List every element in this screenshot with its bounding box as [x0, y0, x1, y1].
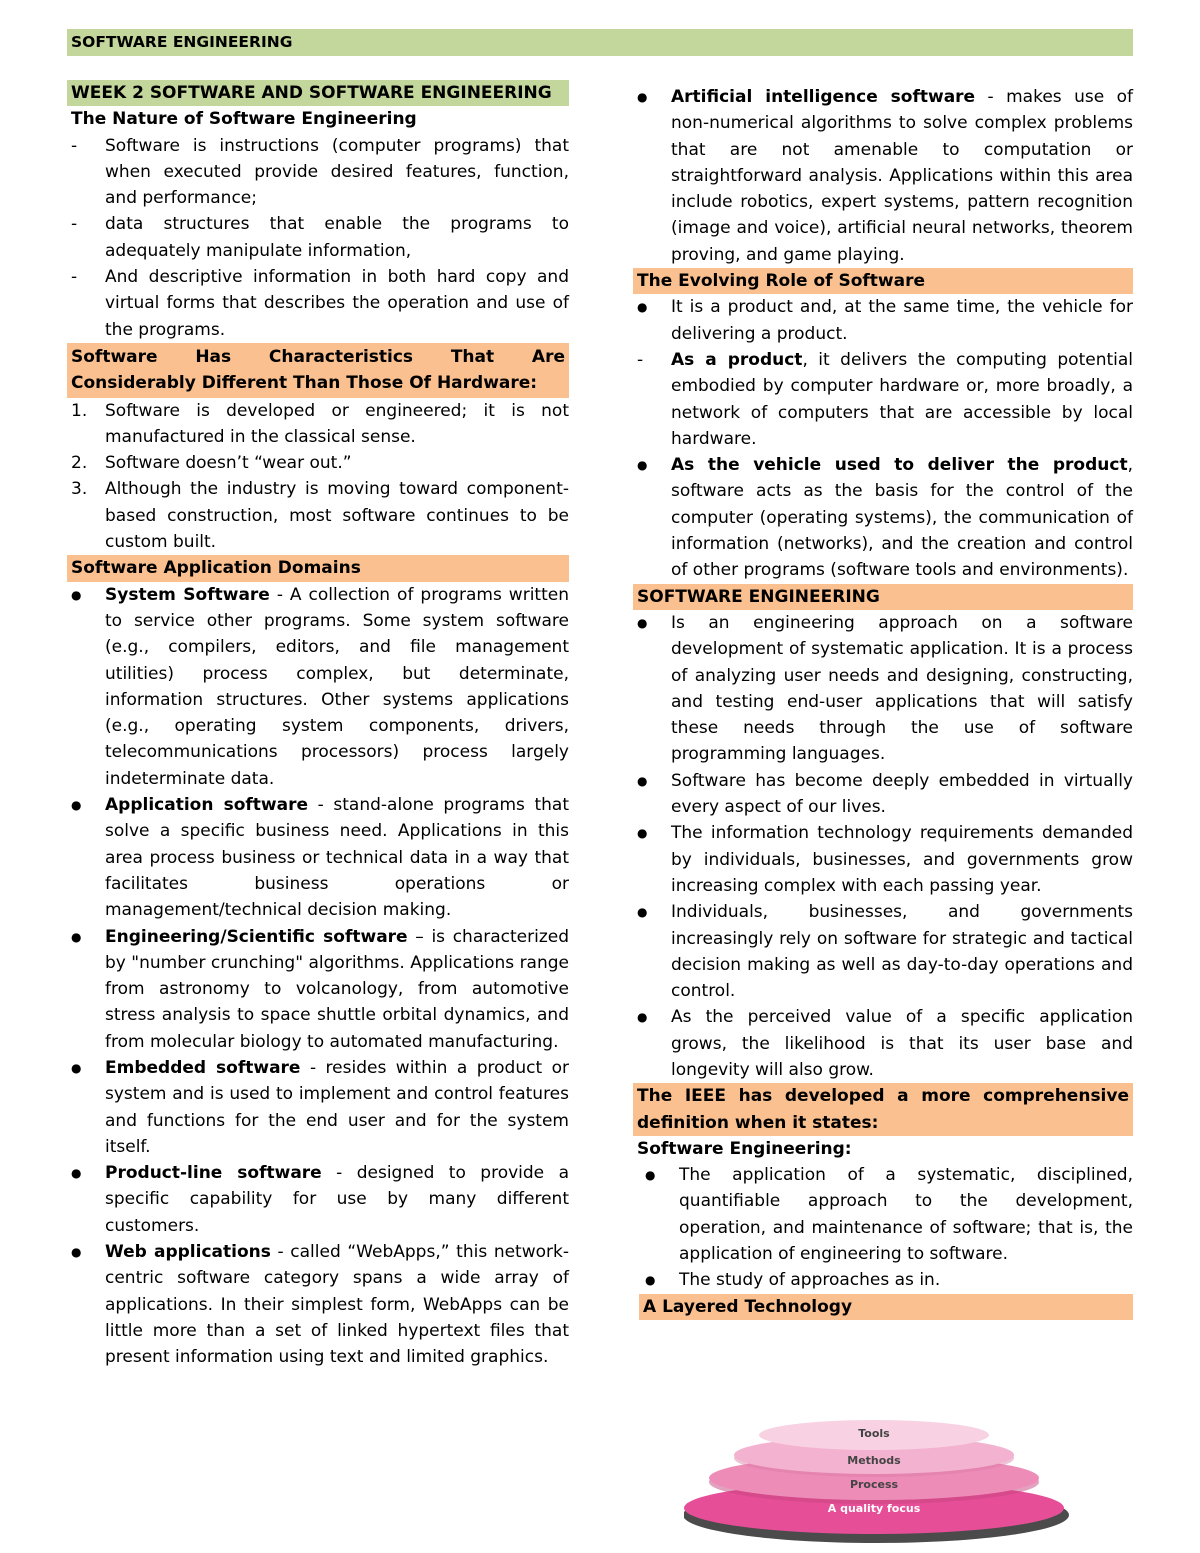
bullet-marker: ● — [71, 1166, 82, 1181]
evolving-heading: The Evolving Role of Software — [633, 268, 1133, 294]
list-item-text — [671, 452, 1133, 583]
list-item-text: Software has become deeply embedded in virtually every aspect of our lives. — [671, 770, 1133, 818]
number-marker: 2. — [71, 453, 88, 474]
domain-description: - stand-alone programs that solve a specific business need. Applications in this area process business or technical data in a way that facilitates business operations or management/technical decision making. — [105, 795, 570, 921]
list-item-text: And descriptive information in both hard copy and virtual forms that describes the operation and use of the programs. — [105, 267, 569, 340]
page-title: SOFTWARE ENGINEERING — [67, 29, 1133, 56]
domain-item — [633, 84, 1133, 268]
product-description: , it delivers the computing potential embodied by computer hardware or, more broadly, a network of computers that are accessible by local hardware. — [671, 349, 1133, 449]
dash-marker: - — [71, 267, 78, 288]
bullet-marker: ● — [637, 1010, 648, 1025]
bullet-marker: ● — [637, 90, 648, 104]
layer-label-methods: Methods — [847, 1454, 901, 1467]
domain-term: Product-line software — [105, 1163, 322, 1184]
bullet-marker: ● — [637, 615, 648, 630]
right-column — [633, 84, 1133, 1320]
domain-text — [105, 582, 569, 792]
list-item-text: The study of approaches as in. — [679, 1270, 941, 1291]
domain-description: – is characterized by "number crunching" algorithms. Applications range from astronomy to volcanology, from automotive stress analysis to space shuttle orbital dynamics, and from molecular biology to automated manufacturing. — [105, 926, 570, 1052]
domain-text — [105, 792, 569, 923]
bullet-marker: ● — [645, 1273, 656, 1288]
domain-item — [67, 1239, 569, 1370]
domain-text — [105, 1239, 569, 1370]
list-item — [633, 294, 1133, 347]
list-item-text: Software is instructions (computer programs) that when executed provide desired features, function, and performance; — [105, 135, 569, 209]
list-item-text: Individuals, businesses, and governments increasingly rely on software for strategic and tactical decision making as well as day-to-day operations and control. — [671, 902, 1133, 1002]
bullet-marker: ● — [645, 1168, 656, 1183]
list-item-text: data structures that enable the programs to adequately manipulate information, — [105, 214, 569, 261]
layer-label-quality-focus: A quality focus — [827, 1502, 921, 1515]
domain-description: - resides within a product or system and is used to implement and control features and functions for the end user and for the system itself. — [105, 1057, 569, 1157]
layered-heading: A Layered Technology — [639, 1294, 1133, 1320]
week-heading: WEEK 2 SOFTWARE AND SOFTWARE ENGINEERING — [67, 80, 569, 106]
domain-description: - A collection of programs written to service other programs. Some system software (e.g., compilers, editors, and file management utilities) process complex, but determinate, information structures. Other systems applications (e.g., operating system components, drivers, telecommunications processors) process largely indeterminate data. — [105, 584, 569, 789]
list-item — [633, 820, 1133, 899]
list-item-text: It is a product and, at the same time, the vehicle for delivering a product. — [671, 297, 1133, 344]
domain-description: - designed to provide a specific capability for use by many different customers. — [105, 1163, 569, 1236]
list-item — [67, 133, 569, 212]
domain-term: System Software — [105, 584, 270, 605]
list-item-text — [671, 347, 1133, 452]
left-column — [67, 80, 569, 1371]
list-item — [633, 1267, 1133, 1293]
product-term: As a product — [671, 349, 803, 370]
list-item — [633, 1004, 1133, 1083]
vehicle-description: , software acts as the basis for the control of the computer (operating systems), the communication of information (networks), and the creation and control of other programs (software tools and environments). — [671, 455, 1133, 581]
domain-item — [67, 792, 569, 923]
list-item-text: Software is developed or engineered; it is not manufactured in the classical sense. — [105, 400, 569, 447]
bullet-marker: ● — [71, 1060, 82, 1075]
domain-item — [67, 1055, 569, 1160]
dash-marker: - — [71, 214, 78, 235]
list-item-text: Software doesn’t “wear out.” — [105, 453, 352, 474]
list-item — [67, 264, 569, 343]
numbered-item — [67, 450, 569, 476]
numbered-item — [67, 398, 569, 451]
list-item — [633, 610, 1133, 768]
bullet-marker: ● — [637, 905, 648, 920]
domain-text — [671, 84, 1133, 268]
bullet-marker: ● — [637, 773, 648, 788]
list-item — [633, 899, 1133, 1004]
domain-text — [105, 1160, 569, 1239]
layered-technology-diagram — [684, 1420, 1084, 1545]
bullet-marker: ● — [637, 826, 648, 841]
bullet-marker: ● — [71, 798, 82, 813]
ieee-heading: The IEEE has developed a more comprehensive definition when it states: — [633, 1083, 1133, 1136]
bullet-marker: ● — [637, 458, 648, 473]
domain-item — [67, 924, 569, 1055]
vehicle-term: As the vehicle used to deliver the product — [671, 455, 1128, 476]
list-item-text: Is an engineering approach on a software development of systematic application. It is a process of analyzing user needs and designing, constructing, and testing end-user applications that will satisfy these needs through the use of software programming languages. — [671, 612, 1133, 765]
domain-term: Artificial intelligence software — [671, 87, 976, 107]
list-item — [67, 211, 569, 264]
layer-label-tools: Tools — [858, 1427, 890, 1440]
ieee-subheading: Software Engineering: — [637, 1138, 852, 1159]
numbered-item — [67, 476, 569, 555]
domain-text — [105, 924, 569, 1055]
list-item-text: Although the industry is moving toward component-based construction, most software continues to be custom built. — [105, 479, 569, 553]
bullet-marker: ● — [637, 300, 648, 315]
bullet-marker: ● — [71, 929, 82, 944]
number-marker: 1. — [71, 400, 88, 421]
list-item — [633, 452, 1133, 583]
domain-text — [105, 1055, 569, 1160]
list-item-text: The information technology requirements demanded by individuals, businesses, and governments grow increasing complex with each passing year. — [671, 823, 1133, 896]
domain-description: - called “WebApps,” this network-centric software category spans a wide array of applications. In their simplest form, WebApps can be little more than a set of linked hypertext files that present information using text and limited graphics. — [105, 1242, 569, 1368]
list-item-text: The application of a systematic, disciplined, quantifiable approach to the development, operation, and maintenance of software; that is, the application of engineering to software. — [679, 1165, 1133, 1265]
layer-label-process: Process — [849, 1478, 899, 1491]
domain-item — [67, 1160, 569, 1239]
bullet-marker: ● — [71, 587, 82, 602]
dash-marker: - — [71, 135, 78, 156]
list-item-text: As the perceived value of a specific application grows, the likelihood is that its user base and longevity will also grow. — [671, 1007, 1133, 1080]
characteristics-heading: Software Has Characteristics That Are Considerably Different Than Those Of Hardware: — [67, 343, 569, 398]
number-marker: 3. — [71, 479, 88, 500]
dash-marker: - — [637, 349, 644, 370]
domain-description: - makes use of non-numerical algorithms to solve complex problems that are not amenable to computation or straightforward analysis. Applications within this area include robotics, expert systems, pattern recognition (image and voice), artificial neural networks, theorem proving, and game playing. — [671, 87, 1133, 265]
list-item — [633, 768, 1133, 821]
nature-heading: The Nature of Software Engineering — [71, 109, 417, 130]
domain-item — [67, 582, 569, 792]
domains-heading: Software Application Domains — [67, 555, 569, 581]
list-item — [633, 347, 1133, 452]
list-item — [633, 1162, 1133, 1267]
software-engineering-heading: SOFTWARE ENGINEERING — [633, 584, 1133, 610]
domain-term: Web applications — [105, 1242, 271, 1263]
domain-term: Engineering/Scientific software — [105, 926, 408, 947]
domain-term: Application software — [105, 795, 308, 816]
bullet-marker: ● — [71, 1245, 82, 1260]
domain-term: Embedded software — [105, 1057, 301, 1078]
